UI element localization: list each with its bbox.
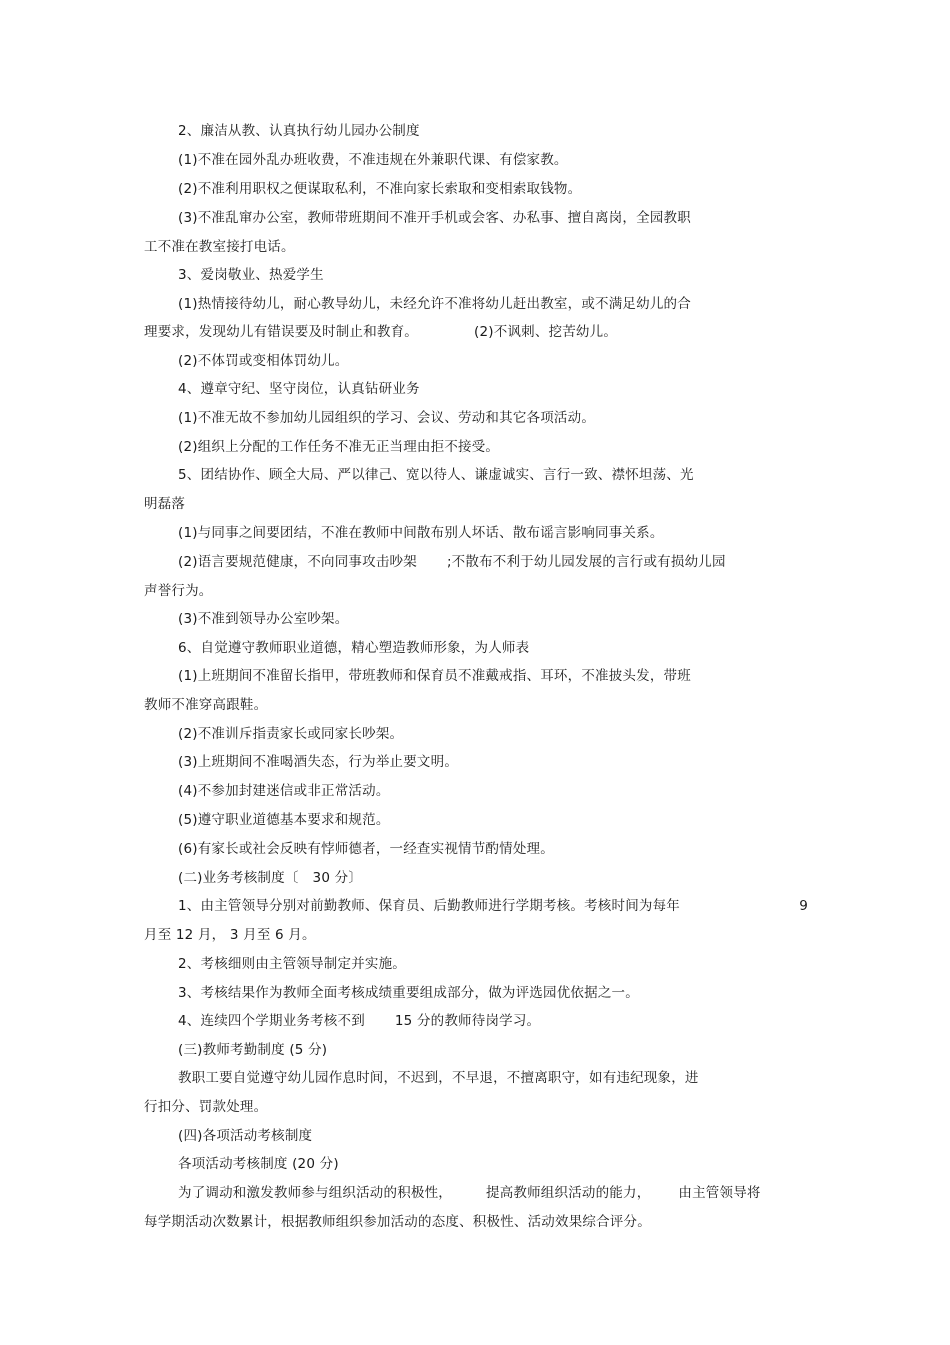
section-heading-attendance: (三)教师考勤制度 (5 分): [178, 1042, 328, 1058]
paragraph-segment: (2)不讽刺、挖苦幼儿。: [474, 324, 618, 340]
paragraph-segment: 提高教师组织活动的能力，: [486, 1185, 651, 1201]
paragraph-segment: 为了调动和激发教师参与组织活动的积极性，: [178, 1185, 452, 1201]
paragraph-line: 教师不准穿高跟鞋。: [144, 697, 268, 713]
paragraph-line: [178, 1012, 540, 1030]
paragraph-line: (3)上班期间不准喝酒失态，行为举止要文明。: [178, 754, 459, 770]
paragraph-segment: 4、连续四个学期业务考核不到: [178, 1013, 365, 1029]
paragraph-line: (3)不准乱窜办公室，教师带班期间不准开手机或会客、办私事、擅自离岗，全园教职: [178, 210, 691, 226]
paragraph-segment: 由主管领导将: [678, 1185, 761, 1201]
paragraph-line: (1)不准在园外乱办班收费，不准违规在外兼职代课、有偿家教。: [178, 152, 568, 168]
paragraph-line: (1)不准无故不参加幼儿园组织的学习、会议、劳动和其它各项活动。: [178, 410, 596, 426]
paragraph-line: (5)遵守职业道德基本要求和规范。: [178, 812, 390, 828]
paragraph-line: [178, 553, 726, 571]
section-heading-4: 4、遵章守纪、坚守岗位，认真钻研业务: [178, 381, 420, 397]
section-heading-3: 3、爱岗敬业、热爱学生: [178, 267, 324, 283]
paragraph-line: [178, 897, 808, 915]
paragraph-line: 3、考核结果作为教师全面考核成绩重要组成部分，做为评选园优依据之一。: [178, 985, 639, 1001]
paragraph-segment: 理要求，发现幼儿有错误要及时制止和教育。: [144, 324, 418, 340]
section-heading-business: [178, 869, 362, 887]
heading-score: 30 分〕: [312, 870, 363, 886]
paragraph-line: 每学期活动次数累计，根据教师组织参加活动的态度、积极性、活动效果综合评分。: [144, 1214, 651, 1230]
section-heading-2: 2、廉洁从教、认真执行幼儿园办公制度: [178, 123, 420, 139]
paragraph-line: (1)上班期间不准留长指甲，带班教师和保育员不准戴戒指、耳环，不准披头发，带班: [178, 668, 691, 684]
paragraph-line: 各项活动考核制度 (20 分): [178, 1156, 339, 1172]
paragraph-line: (2)组织上分配的工作任务不准无正当理由拒不接受。: [178, 439, 500, 455]
paragraph-line: 工不准在教室接打电话。: [144, 239, 295, 255]
paragraph-line: 教职工要自觉遵守幼儿园作息时间，不迟到，不早退，不擅离职守，如有违纪现象，进: [178, 1070, 699, 1086]
paragraph-line: (1)与同事之间要团结，不准在教师中间散布别人坏话、散布谣言影响同事关系。: [178, 525, 664, 541]
paragraph-line: (4)不参加封建迷信或非正常活动。: [178, 783, 390, 799]
section-heading-activities: (四)各项活动考核制度: [178, 1128, 313, 1144]
paragraph-line: 2、考核细则由主管领导制定并实施。: [178, 956, 406, 972]
paragraph-segment: 1、由主管领导分别对前勤教师、保育员、后勤教师进行学期考核。考核时间为每年: [178, 898, 680, 914]
paragraph-segment: (2)语言要规范健康，不向同事攻击吵架: [178, 554, 417, 570]
section-heading-6: 6、自觉遵守教师职业道德，精心塑造教师形象，为人师表: [178, 640, 530, 656]
paragraph-line: (3)不准到领导办公室吵架。: [178, 611, 349, 627]
section-heading-5: 5、团结协作、顾全大局、严以律己、宽以待人、谦虚诚实、言行一致、襟怀坦荡、光: [178, 467, 694, 483]
heading-segment: (二)业务考核制度〔: [178, 870, 299, 886]
paragraph-line: 明磊落: [144, 496, 186, 512]
paragraph-line: (2)不准训斥指责家长或同家长吵架。: [178, 726, 404, 742]
paragraph-line: 月至 12 月， 3 月至 6 月。: [144, 927, 316, 943]
paragraph-line: (2)不体罚或变相体罚幼儿。: [178, 353, 349, 369]
paragraph-line: 行扣分、罚款处理。: [144, 1099, 268, 1115]
paragraph-line: (6)有家长或社会反映有悖师德者，一经查实视情节酌情处理。: [178, 841, 554, 857]
paragraph-line: 声誉行为。: [144, 583, 213, 599]
paragraph-segment: ;不散布不利于幼儿园发展的言行或有损幼儿园: [446, 554, 726, 570]
paragraph-line: [178, 1184, 761, 1202]
paragraph-line: (1)热情接待幼儿，耐心教导幼儿，未经允许不准将幼儿赶出教室，或不满足幼儿的合: [178, 296, 691, 312]
paragraph-segment: 9: [799, 898, 808, 914]
paragraph-line: [144, 323, 617, 341]
paragraph-line: (2)不准利用职权之便谋取私利，不准向家长索取和变相索取钱物。: [178, 181, 582, 197]
paragraph-segment: 15 分的教师待岗学习。: [394, 1013, 541, 1029]
